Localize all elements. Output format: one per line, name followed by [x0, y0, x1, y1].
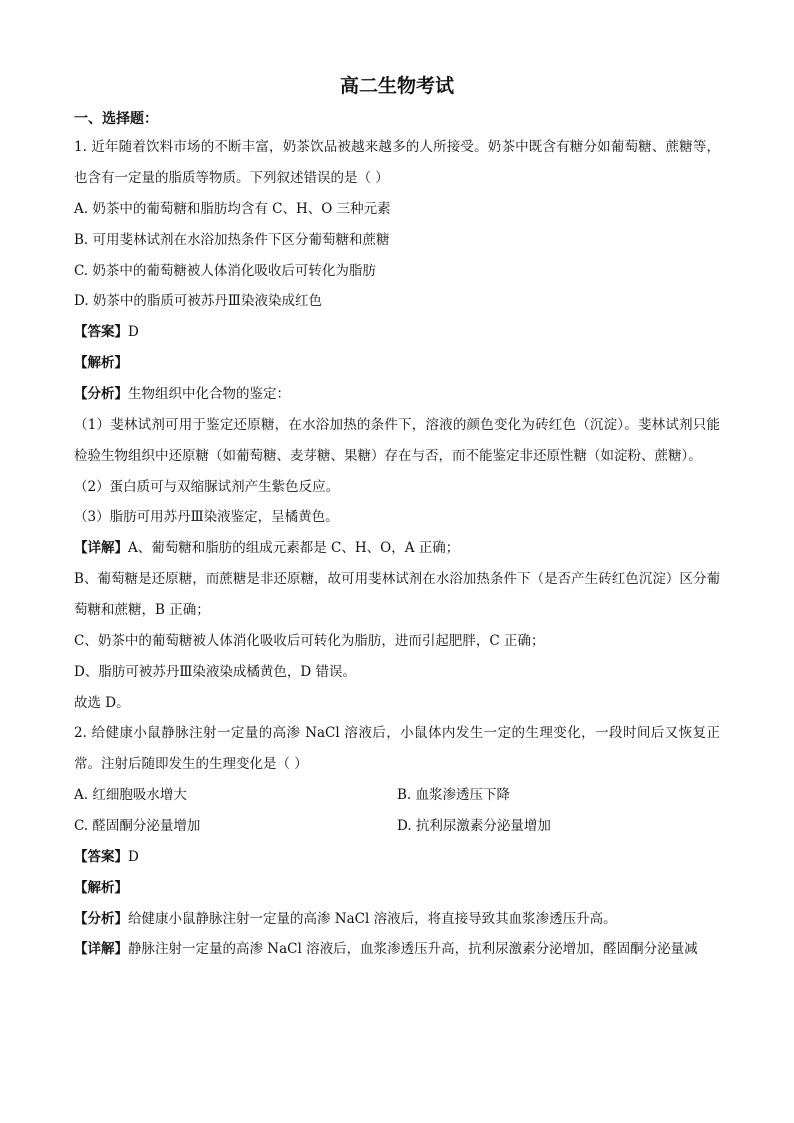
q1-option-a: A. 奶茶中的葡萄糖和脂肪均含有 C、H、O 三种元素 [74, 201, 391, 217]
q1-option-d: D. 奶茶中的脂质可被苏丹Ⅲ染液染成红色 [74, 293, 322, 310]
q2-options-row-2 [74, 811, 720, 842]
q2-analysis-heading [74, 873, 720, 904]
answer-value: D [128, 324, 139, 341]
document-content [74, 68, 720, 965]
q2-option-a: A. 红细胞吸水增大 [74, 787, 187, 804]
q2-options-row-1 [74, 780, 720, 811]
xiangjie-text: 静脉注射一定量的高渗 NaCl 溶液后，血浆渗透压升高，抗利尿激素分泌增加，醛固酮分泌量减 [128, 941, 698, 958]
q1-conclusion: 故选 D。 [74, 694, 130, 711]
q1-xiangjie-d: D、脂肪可被苏丹Ⅲ染液染成橘黄色，D 错误。 [74, 663, 356, 680]
answer-tag: 【答案】 [74, 848, 128, 865]
q1-xiangjie-a [74, 533, 720, 564]
q2-answer [74, 842, 720, 873]
q2-xiangjie [74, 934, 720, 965]
q2-fenxi [74, 904, 720, 935]
q1-answer [74, 317, 720, 348]
xiangjie-text: A、葡萄糖和脂肪的组成元素都是 C、H、O，A 正确； [128, 540, 460, 557]
fenxi-tag: 【分析】 [74, 385, 128, 402]
fenxi-tag: 【分析】 [74, 910, 128, 927]
q1-stem: 1. 近年随着饮料市场的不断丰富，奶茶饮品被越来越多的人所接受。奶茶中既含有糖分如葡萄糖、蔗糖等，也含有一定量的脂质等物质。下列叙述错误的是（ ） [74, 139, 720, 186]
xiangjie-tag: 【详解】 [74, 941, 128, 958]
q1-xiangjie-b: B、葡萄糖是还原糖，而蔗糖是非还原糖，故可用斐林试剂在水浴加热条件下（是否产生砖红色沉淀）区分葡萄糖和蔗糖，B 正确； [74, 570, 720, 618]
section-heading: 一、选择题： [74, 111, 158, 127]
q1-analysis-heading [74, 348, 720, 379]
answer-value: D [128, 848, 139, 865]
xiangjie-tag: 【详解】 [74, 540, 128, 557]
q1-option-b: B. 可用斐林试剂在水浴加热条件下区分葡萄糖和蔗糖 [74, 231, 390, 248]
q1-point-1: （1）斐林试剂可用于鉴定还原糖，在水浴加热的条件下，溶液的颜色变化为砖红色（沉淀）。斐林试剂只能检验生物组织中还原糖（如葡萄糖、麦芽糖、果糖）存在与否，而不能鉴定非还原性糖（如淀粉、蔗糖）。 [74, 416, 720, 464]
q2-option-d: D. 抗利尿激素分泌量增加 [397, 818, 551, 835]
analysis-tag: 【解析】 [74, 879, 128, 896]
fenxi-text: 生物组织中化合物的鉴定： [128, 385, 290, 402]
q1-fenxi [74, 379, 720, 410]
q2-stem: 2. 给健康小鼠静脉注射一定量的高渗 NaCl 溶液后，小鼠体内发生一定的生理变化，一段时间后又恢复正常。注射后随即发生的生理变化是（ ） [74, 725, 720, 773]
page-title: 高二生物考试 [339, 75, 454, 97]
fenxi-text: 给健康小鼠静脉注射一定量的高渗 NaCl 溶液后，将直接导致其血浆渗透压升高。 [128, 910, 617, 927]
analysis-tag: 【解析】 [74, 354, 128, 371]
q2-option-b: B. 血浆渗透压下降 [397, 787, 511, 804]
q1-point-3: （3）脂肪可用苏丹Ⅲ染液鉴定，呈橘黄色。 [74, 509, 339, 526]
answer-tag: 【答案】 [74, 324, 128, 341]
q1-point-2: （2）蛋白质可与双缩脲试剂产生紫色反应。 [74, 478, 340, 495]
q1-xiangjie-c: C、奶茶中的葡萄糖被人体消化吸收后可转化为脂肪，进而引起肥胖，C 正确； [74, 632, 545, 649]
q1-option-c: C. 奶茶中的葡萄糖被人体消化吸收后可转化为脂肪 [74, 262, 376, 279]
q2-option-c: C. 醛固酮分泌量增加 [74, 818, 201, 835]
